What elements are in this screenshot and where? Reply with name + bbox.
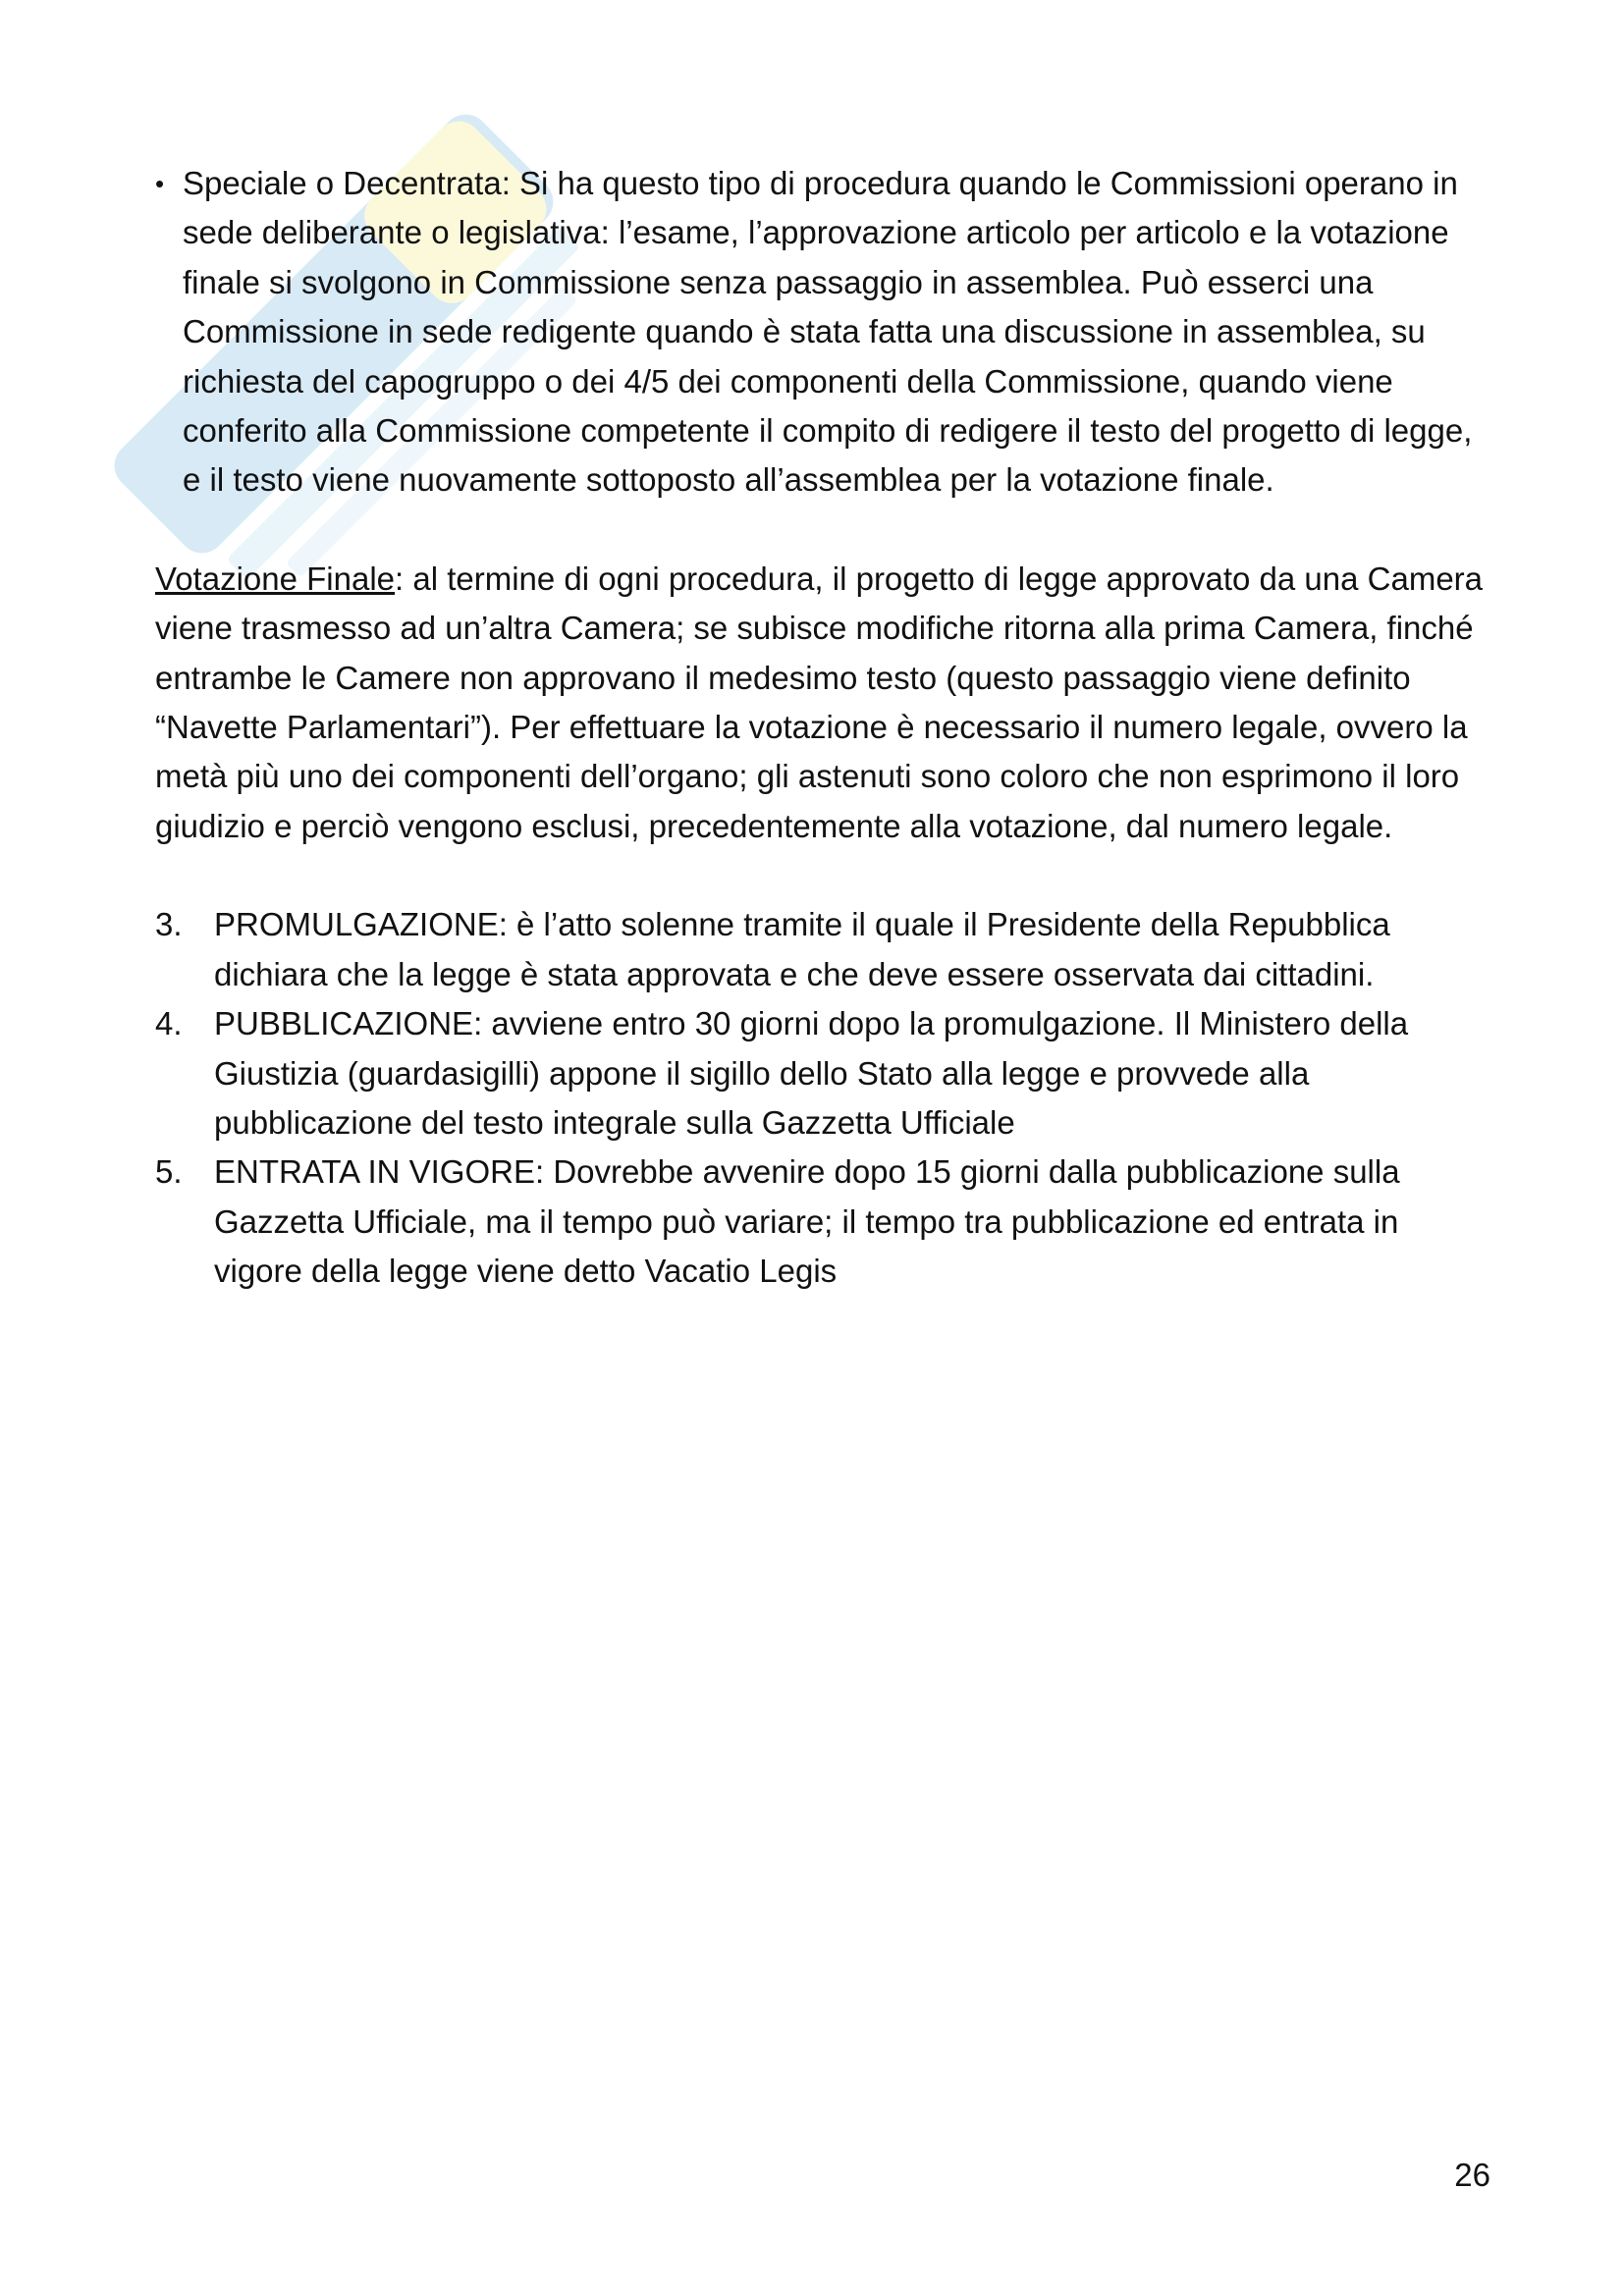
votazione-heading: Votazione Finale — [155, 560, 396, 597]
list-item-entrata-in-vigore — [155, 1148, 1490, 1296]
bullet-text: Speciale o Decentrata: Si ha questo tipo di procedura quando le Commissioni operano in sede deliberante o legislativa: l’esame, l’approvazione articolo per articolo e la votazione finale si svolgono in Commissione senza passaggio in assemblea. Può esserci una Commissione in sede redigente quando è stata fatta una discussione in assemblea, su richiesta del capogruppo o dei 4/5 dei componenti della Commissione, quando viene conferito alla Commissione competente il compito di redigere il testo del progetto di legge, e il testo viene nuovamente sottoposto all’assemblea per la votazione finale. — [183, 165, 1473, 499]
numbered-list — [155, 900, 1490, 1296]
list-item-promulgazione — [155, 900, 1490, 999]
list-text: PROMULGAZIONE: è l’atto solenne tramite il quale il Presidente della Repubblica dichiara che la legge è stata approvata e che deve essere osservata dai cittadini. — [214, 906, 1390, 992]
list-text: ENTRATA IN VIGORE: Dovrebbe avvenire dopo 15 giorni dalla pubblicazione sulla Gazzetta Ufficiale, ma il tempo può variare; il tempo tra pubblicazione ed entrata in vigore della legge viene detto Vacatio Legis — [214, 1153, 1400, 1290]
votazione-paragraph — [155, 555, 1490, 851]
page-number: 26 — [1454, 2157, 1490, 2193]
main-content — [155, 159, 1490, 1297]
list-item-pubblicazione — [155, 999, 1490, 1148]
list-text: PUBBLICAZIONE: avviene entro 30 giorni dopo la promulgazione. Il Ministero della Giustizia (guardasigilli) appone il sigillo dello Stato alla legge e provvede alla pubblicazione del testo integrale sulla Gazzetta Ufficiale — [214, 1005, 1409, 1141]
list-number: 4. — [155, 1005, 183, 1042]
list-number: 5. — [155, 1153, 183, 1191]
list-item-speciale — [155, 159, 1490, 506]
list-number: 3. — [155, 906, 183, 943]
bullet-icon: • — [155, 169, 165, 198]
votazione-text: : al termine di ogni procedura, il progetto di legge approvato da una Camera viene trasmesso ad un’altra Camera; se subisce modifiche ritorna alla prima Camera, finché entrambe le Camere non approvano il medesimo testo (questo passaggio viene definito “Navette Parlamentari”). Per effettuare la votazione è necessario il numero legale, ovvero la metà più uno dei componenti dell’organo; gli astenuti sono coloro che non esprimono il loro giudizio e perciò vengono esclusi, precedentemente alla votazione, dal numero legale. — [155, 560, 1484, 844]
